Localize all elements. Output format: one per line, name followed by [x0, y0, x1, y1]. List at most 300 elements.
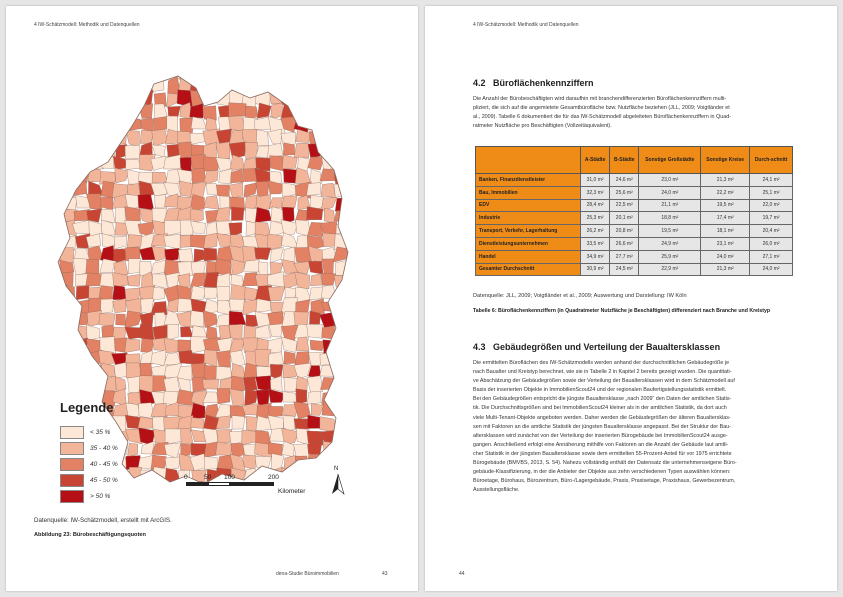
district-region [217, 389, 230, 405]
district-region [60, 169, 76, 182]
district-region [36, 246, 50, 261]
text-line: Die ermittelten Büroflächen des IW-Schätzmodells werden anhand der durchschnittlichen Gebäudegröße je [473, 360, 730, 366]
district-region [310, 169, 322, 184]
legend-item [60, 456, 118, 472]
district-region [62, 129, 77, 144]
district-region [204, 195, 219, 209]
legend-item [60, 440, 118, 456]
table-cell: 21,3 m² [701, 174, 750, 187]
district-region [178, 340, 192, 352]
district-region [36, 155, 50, 173]
table-cell: 24,0 m² [701, 250, 750, 263]
district-region [99, 66, 115, 80]
district-region [140, 470, 152, 482]
district-region [373, 337, 381, 354]
page-number: 44 [459, 571, 465, 577]
district-region [346, 183, 360, 196]
table-cell: 27,1 m² [750, 250, 793, 263]
district-region [36, 393, 51, 403]
district-region [255, 207, 271, 222]
district-region [61, 324, 77, 340]
district-region [113, 298, 126, 312]
district-region [347, 441, 364, 458]
district-region [75, 351, 90, 366]
district-region [283, 392, 298, 403]
column-header: Sonstige Großstädte [639, 147, 701, 174]
district-region [246, 221, 256, 236]
district-region [37, 350, 50, 365]
district-region [376, 390, 381, 405]
table-cell: 22,0 m² [750, 199, 793, 212]
table-cell: 24,9 m² [639, 237, 701, 250]
district-region [336, 116, 350, 132]
table-cell: 24,6 m² [610, 174, 639, 187]
district-region [141, 339, 154, 353]
district-region [153, 483, 168, 498]
district-region [87, 142, 102, 160]
district-region [349, 170, 363, 184]
district-region [307, 324, 323, 338]
district-region [324, 208, 335, 224]
table-cell: 24,0 m² [750, 263, 793, 276]
district-region [268, 181, 285, 195]
district-region [350, 157, 364, 169]
district-region [181, 429, 194, 444]
district-region [307, 207, 323, 220]
district-region [375, 311, 381, 325]
district-region [89, 221, 102, 237]
district-region [335, 441, 350, 459]
district-region [36, 92, 50, 107]
district-region [60, 311, 76, 328]
row-label: Gesamter Durchschnitt [476, 263, 581, 276]
text-line: Bürogebäude (BMVBS, 2013, S. 54). Nahezu vollständig enthält der Datensatz die unternehmenseigene Büro- [473, 460, 737, 467]
scale-segment [208, 482, 230, 486]
district-region [320, 66, 335, 81]
district-region [296, 337, 309, 351]
table-cell: 17,4 m² [701, 212, 750, 225]
district-region [334, 315, 349, 328]
district-region [36, 324, 50, 338]
district-region [346, 326, 363, 338]
legend-swatch [60, 458, 84, 471]
district-region [127, 235, 142, 249]
district-region [346, 131, 363, 146]
district-region [295, 456, 307, 471]
district-region [359, 196, 374, 211]
district-region [190, 311, 204, 327]
district-region [36, 301, 51, 313]
district-region [76, 286, 90, 300]
district-region [128, 259, 141, 274]
table-cell: 34,9 m² [581, 250, 610, 263]
section-4-2 [473, 78, 809, 131]
section-title: Gebäudegrößen und Verteilung der Baualtersklassen [493, 342, 721, 352]
table-row [476, 263, 793, 276]
district-region [372, 404, 381, 419]
district-region [333, 350, 348, 365]
district-region [359, 105, 373, 118]
district-region [375, 300, 382, 315]
district-region [360, 455, 375, 468]
district-region [204, 350, 217, 367]
district-region [242, 66, 259, 77]
legend-label: 40 - 45 % [90, 460, 118, 468]
table-cell: 31,0 m² [581, 174, 610, 187]
district-region [112, 286, 126, 300]
legend-swatch [60, 490, 84, 503]
district-region [307, 376, 323, 393]
district-region [48, 116, 63, 133]
district-region [73, 155, 88, 172]
district-region [87, 158, 104, 170]
district-region [375, 78, 381, 93]
district-region [283, 67, 297, 81]
district-region [127, 66, 140, 78]
district-region [177, 390, 195, 406]
district-region [281, 233, 298, 249]
district-region [113, 327, 126, 340]
column-header: Durch-schnitt [750, 147, 793, 174]
district-region [76, 77, 90, 94]
legend [60, 424, 118, 504]
legend-label: < 35 % [90, 428, 111, 436]
district-region [36, 441, 49, 458]
district-region [361, 78, 374, 90]
district-region [127, 274, 140, 286]
district-region [115, 106, 125, 117]
district-region [140, 142, 153, 156]
district-region [362, 481, 375, 498]
section-4-3 [473, 342, 809, 495]
district-region [360, 132, 373, 145]
district-region [346, 363, 362, 378]
district-region [128, 376, 141, 393]
district-region [48, 66, 63, 78]
table-row [476, 225, 793, 238]
district-region [310, 274, 322, 286]
district-region [62, 78, 74, 92]
district-region [230, 299, 245, 311]
legend-item [60, 424, 118, 440]
district-region [320, 143, 336, 157]
legend-label: 35 - 40 % [90, 444, 118, 452]
district-region [75, 91, 89, 106]
district-region [164, 391, 179, 405]
district-region [36, 116, 49, 129]
district-region [49, 157, 63, 169]
district-region [165, 248, 180, 261]
office-space-table [475, 146, 793, 276]
district-region [125, 79, 140, 92]
district-region [376, 495, 381, 506]
district-region [359, 90, 376, 107]
district-region [255, 66, 271, 81]
text-line: ratmeter Nutzfläche pro Beschäftigten (Vollzeitäquivalent). [473, 123, 612, 130]
district-region [177, 131, 191, 143]
district-region [36, 78, 50, 93]
section-number: 4.3 [473, 342, 486, 352]
district-region [333, 338, 348, 354]
row-label: Transport, Verkehr, Lagerhaltung [476, 225, 581, 238]
district-region [49, 130, 61, 145]
district-region [230, 350, 245, 366]
district-region [100, 197, 113, 210]
row-label: Dienstleistungsunternehmen [476, 237, 581, 250]
district-region [336, 402, 350, 419]
district-region [60, 157, 78, 170]
district-region [116, 314, 126, 325]
district-region [346, 90, 363, 108]
district-region [87, 104, 104, 118]
table-source: Datenquelle: JLL, 2009; Voigtländer et al., 2009; Auswertung und Darstellung: IW Köln [473, 293, 687, 299]
district-region [346, 298, 363, 311]
district-region [60, 91, 78, 106]
district-region [348, 312, 359, 328]
district-region [350, 259, 361, 276]
district-region [321, 117, 334, 131]
table-cell: 20,4 m² [750, 225, 793, 238]
district-region [62, 143, 76, 159]
table-cell: 25,9 m² [639, 250, 701, 263]
district-region [164, 493, 179, 506]
district-region [360, 236, 376, 249]
table-row [476, 250, 793, 263]
district-region [361, 66, 374, 80]
row-label: Banken, Finanzdienstleister [476, 174, 581, 187]
district-region [349, 455, 363, 470]
district-region [346, 350, 363, 365]
district-region [48, 91, 63, 107]
district-region [372, 457, 381, 471]
north-label: N [334, 466, 339, 472]
text-line: cher Statistik in der jüngsten Baualtersklasse sowie dem ermittelten 55-Prozent-Anteil für vor 1975 errichtete [473, 450, 732, 457]
scale-tick: 100 [224, 474, 235, 481]
district-region [359, 311, 373, 327]
district-region [231, 376, 245, 392]
district-region [269, 198, 282, 208]
district-region [50, 365, 64, 377]
figure-caption: Abbildung 23: Bürobeschäftigungsquoten [34, 532, 146, 538]
section-heading [473, 342, 809, 352]
district-region [36, 469, 51, 483]
district-region [138, 324, 155, 342]
district-region [359, 155, 376, 169]
district-region [320, 169, 336, 181]
table-cell: 20,1 m² [610, 212, 639, 225]
district-region [333, 142, 348, 157]
district-region [229, 324, 242, 339]
district-region [295, 210, 308, 221]
district-region [140, 495, 155, 506]
district-region [373, 118, 381, 133]
district-region [268, 389, 285, 403]
district-region [333, 364, 346, 380]
district-region [178, 249, 193, 263]
district-region [74, 363, 89, 380]
scale-tick: 50 [204, 474, 212, 481]
district-region [217, 351, 231, 368]
table-row [476, 199, 793, 212]
district-region [359, 144, 374, 157]
legend-swatch [60, 442, 84, 455]
text-line: Basis der inserierten Objekte in ImmobilienScout24 und der regionalen Baufertigstellungsstatistik ermittelt. [473, 387, 727, 394]
district-region [60, 376, 76, 390]
district-region [321, 273, 336, 285]
text-line: gebäude-Klassifizierung, in der die Anbieter der Objekte aus zehn verschiedenen Typen auswählen können: [473, 469, 731, 476]
running-header: 4 IW-Schätzmodell: Methodik und Datenquellen [473, 22, 579, 28]
district-region [348, 104, 364, 120]
district-region [337, 428, 348, 442]
district-region [112, 90, 125, 104]
district-region [310, 340, 324, 351]
district-region [284, 79, 297, 95]
district-region [268, 287, 285, 301]
district-region [321, 78, 336, 95]
district-region [128, 392, 141, 405]
district-region [244, 79, 257, 92]
district-region [127, 184, 140, 197]
table-row [476, 186, 793, 199]
district-region [307, 391, 321, 404]
district-region [255, 248, 271, 260]
district-region [50, 339, 62, 354]
district-region [37, 220, 51, 234]
district-region [36, 481, 50, 496]
district-region [361, 340, 374, 353]
district-region [88, 90, 103, 105]
district-region [216, 78, 229, 94]
district-region [294, 67, 309, 81]
text-line: Ausstellungsfläche. [473, 487, 520, 494]
district-region [346, 77, 360, 95]
row-label: Bau, Immobilien [476, 186, 581, 199]
district-region [336, 324, 350, 340]
district-region [128, 443, 138, 457]
district-region [36, 405, 49, 417]
district-region [284, 247, 295, 262]
district-region [268, 443, 282, 456]
district-region [153, 287, 165, 300]
district-region [322, 131, 336, 145]
district-region [48, 222, 63, 235]
table-cell: 32,3 m² [581, 186, 610, 199]
district-region [333, 67, 347, 81]
district-region [360, 353, 375, 366]
district-region [190, 77, 206, 91]
district-region [359, 328, 376, 339]
table-cell: 26,6 m² [610, 237, 639, 250]
district-region [203, 66, 218, 79]
district-region [48, 312, 61, 326]
district-region [372, 195, 381, 210]
district-region [295, 78, 311, 93]
legend-item [60, 472, 118, 488]
district-region [245, 389, 258, 406]
district-region [295, 103, 308, 119]
district-region [310, 90, 323, 105]
district-region [360, 259, 374, 273]
table-cell: 21,1 m² [639, 199, 701, 212]
district-region [359, 182, 375, 194]
text-line: sen mit Faktoren an die amtliche Statistik der jüngsten Baualtersklasse angepasst. Bei der Struktur der Bau- [473, 423, 731, 430]
district-region [204, 79, 220, 90]
district-region [216, 142, 230, 159]
text-line: ve Abschätzung der Gebäudegrößen sowie der Verteilung der Baualtersklassen wird in dem Schätzmodell auf [473, 378, 735, 385]
district-region [73, 220, 90, 234]
district-region [87, 325, 100, 341]
legend-swatch [60, 474, 84, 487]
district-region [243, 377, 257, 391]
district-region [217, 233, 232, 247]
table-cell: 23,1 m² [701, 237, 750, 250]
district-region [361, 415, 376, 431]
district-region [207, 183, 218, 194]
district-region [372, 156, 381, 172]
district-region [244, 287, 257, 300]
district-region [259, 262, 268, 275]
district-region [164, 377, 180, 393]
running-header: 4 IW-Schätzmodell: Methodik und Datenquellen [34, 22, 140, 28]
legend-item [60, 488, 118, 504]
district-region [308, 157, 324, 170]
district-region [152, 172, 167, 183]
table-cell: 19,5 m² [639, 225, 701, 238]
district-region [164, 481, 180, 497]
district-region [268, 406, 283, 416]
right-page [425, 6, 837, 591]
district-region [229, 142, 246, 158]
district-region [269, 324, 283, 337]
district-region [360, 405, 375, 420]
district-region [244, 260, 260, 272]
district-region [347, 142, 363, 157]
district-region [268, 234, 282, 250]
district-region [48, 324, 63, 339]
legend-title: Legende [60, 400, 114, 415]
district-region [376, 287, 381, 302]
district-region [60, 103, 77, 120]
district-region [307, 454, 325, 471]
table-cell: 22,5 m² [610, 199, 639, 212]
district-region [36, 286, 51, 301]
district-region [373, 483, 381, 495]
district-region [335, 419, 350, 432]
district-region [101, 116, 115, 133]
district-region [37, 312, 49, 325]
text-line: Bürоetage, Bürohaus, Bürozentrum, Büro-/Lagergebäude, Praxis, Praxisetage, Praxishaus, Gewerbezentrum, [473, 478, 736, 485]
district-region [323, 233, 337, 247]
district-region [127, 105, 142, 120]
district-region [86, 377, 101, 391]
district-region [348, 194, 361, 207]
district-region [295, 91, 309, 106]
district-region [36, 66, 49, 79]
table-caption: Tabelle 6: Büroflächenkennziffern (in Quadratmeter Nutzfläche je Beschäftigten) differenziert nach Branche und Kreistyp [473, 308, 771, 314]
district-region [36, 377, 51, 392]
district-region [48, 142, 65, 156]
district-region [333, 129, 348, 145]
district-region [125, 339, 140, 353]
district-region [375, 182, 381, 197]
district-region [282, 441, 295, 457]
district-region [346, 66, 361, 79]
district-region [203, 129, 220, 145]
district-region [115, 207, 125, 223]
table-corner [476, 147, 581, 174]
district-region [112, 118, 129, 130]
district-region [112, 66, 128, 81]
